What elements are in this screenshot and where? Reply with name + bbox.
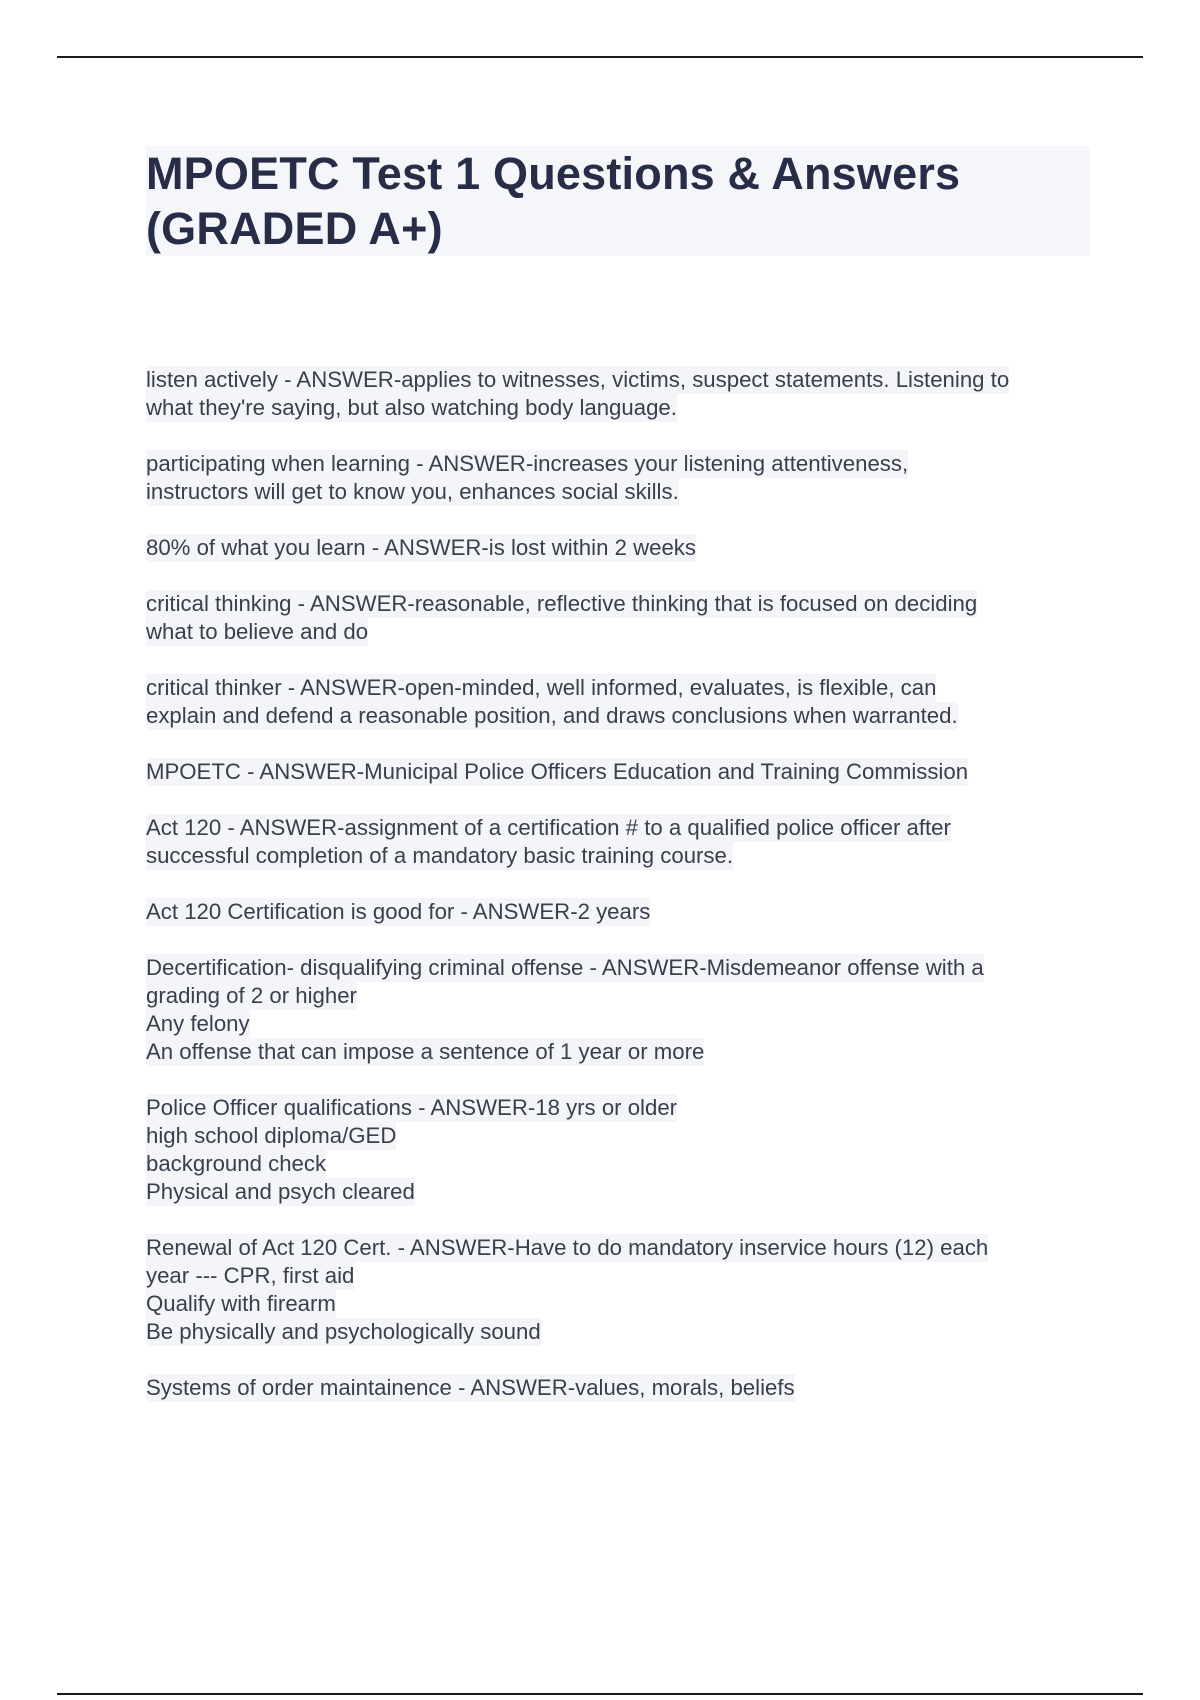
qa-entry-answer-line: Any felony xyxy=(146,1011,250,1036)
title-line-1: MPOETC Test 1 Questions & Answers xyxy=(146,148,961,199)
qa-entry-answer-line: what to believe and do xyxy=(146,619,369,644)
qa-entry-answer-line: instructors will get to know you, enhances social skills. xyxy=(146,479,679,504)
qa-entry xyxy=(146,450,1106,506)
title-block xyxy=(146,146,1090,256)
title-line-2: (GRADED A+) xyxy=(146,203,443,254)
qa-entry-answer-line: grading of 2 or higher xyxy=(146,983,357,1008)
qa-entry xyxy=(146,954,1106,1066)
qa-entry xyxy=(146,898,1106,926)
qa-entry xyxy=(146,1094,1106,1206)
qa-entry xyxy=(146,366,1106,422)
qa-entry-term-line: Act 120 Certification is good for - ANSWER-2 years xyxy=(146,899,651,924)
qa-entry-answer-line: Physical and psych cleared xyxy=(146,1179,415,1204)
qa-entry-term-line: MPOETC - ANSWER-Municipal Police Officers Education and Training Commission xyxy=(146,759,969,784)
qa-entry-answer-line: successful completion of a mandatory basic training course. xyxy=(146,843,734,868)
qa-entry-term-line: Systems of order maintainence - ANSWER-values, morals, beliefs xyxy=(146,1375,795,1400)
qa-entry xyxy=(146,674,1106,730)
qa-entry-answer-line: high school diploma/GED xyxy=(146,1123,397,1148)
qa-entry xyxy=(146,814,1106,870)
qa-entry xyxy=(146,590,1106,646)
qa-entry xyxy=(146,534,1106,562)
qa-entry-term-line: critical thinker - ANSWER-open-minded, well informed, evaluates, is flexible, can xyxy=(146,675,937,700)
qa-entry xyxy=(146,1374,1106,1402)
bottom-rule xyxy=(57,1693,1143,1695)
qa-entry-answer-line: what they're saying, but also watching body language. xyxy=(146,395,677,420)
qa-entry-answer-line: Qualify with firearm xyxy=(146,1291,336,1316)
qa-entry xyxy=(146,1234,1106,1346)
qa-entry-term-line: listen actively - ANSWER-applies to witnesses, victims, suspect statements. Listening to xyxy=(146,367,1010,392)
top-rule xyxy=(57,56,1143,58)
qa-list xyxy=(146,366,1106,1430)
qa-entry-term-line: Act 120 - ANSWER-assignment of a certification # to a qualified police officer after xyxy=(146,815,951,840)
qa-entry-term-line: Renewal of Act 120 Cert. - ANSWER-Have to do mandatory inservice hours (12) each xyxy=(146,1235,989,1260)
qa-entry-term-line: Decertification- disqualifying criminal offense - ANSWER-Misdemeanor offense with a xyxy=(146,955,984,980)
qa-entry-term-line: Police Officer qualifications - ANSWER-18 yrs or older xyxy=(146,1095,678,1120)
qa-entry-answer-line: Be physically and psychologically sound xyxy=(146,1319,541,1344)
qa-entry xyxy=(146,758,1106,786)
qa-entry-answer-line: background check xyxy=(146,1151,327,1176)
qa-entry-term-line: 80% of what you learn - ANSWER-is lost within 2 weeks xyxy=(146,535,696,560)
qa-entry-term-line: participating when learning - ANSWER-increases your listening attentiveness, xyxy=(146,451,909,476)
qa-entry-answer-line: explain and defend a reasonable position, and draws conclusions when warranted. xyxy=(146,703,958,728)
qa-entry-answer-line: An offense that can impose a sentence of 1 year or more xyxy=(146,1039,705,1064)
qa-entry-answer-line: year --- CPR, first aid xyxy=(146,1263,355,1288)
qa-entry-term-line: critical thinking - ANSWER-reasonable, reflective thinking that is focused on deciding xyxy=(146,591,978,616)
document-title xyxy=(146,146,1090,256)
